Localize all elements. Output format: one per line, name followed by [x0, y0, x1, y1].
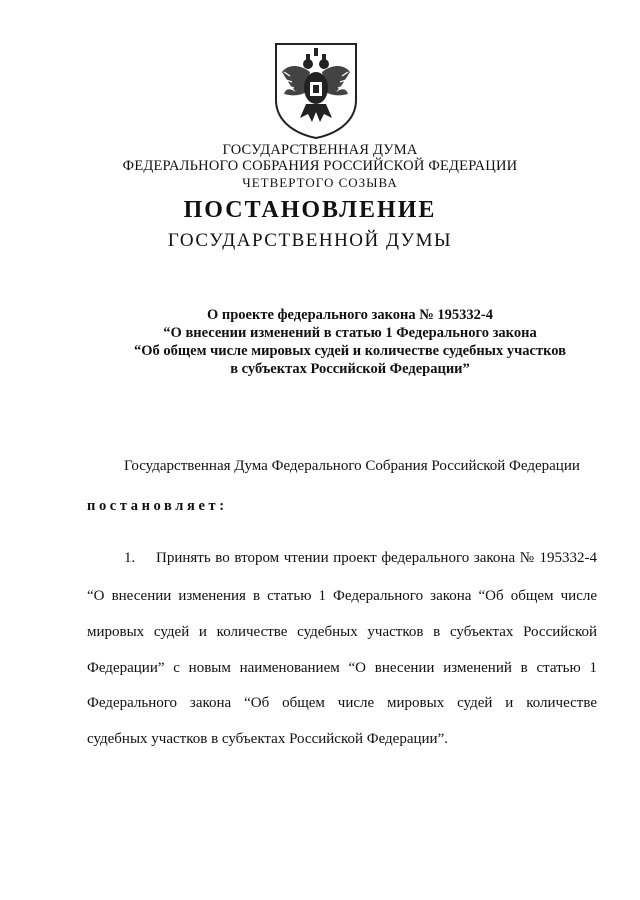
header-line-3: ЧЕТВЕРТОГО СОЗЫВА [242, 175, 398, 190]
item-line-3: мировых судей и количестве судебных участков в субъектах Российской [87, 624, 597, 640]
preamble-text: Государственная Дума Федерального Собрания Российской Федерации [124, 458, 580, 474]
resolves-text: постановляет: [87, 498, 228, 514]
russian-coat-of-arms-icon [270, 42, 362, 140]
header-line-1: ГОСУДАРСТВЕННАЯ ДУМА [222, 142, 418, 158]
item-line-6: судебных участков в субъектах Российской Федерации”. [87, 731, 448, 747]
subject-line-4: в субъектах Российской Федерации” [230, 361, 470, 377]
item-line-1: Принять во втором чтении проект федерального закона № 195332-4 [156, 550, 597, 566]
document-title: ПОСТАНОВЛЕНИЕ [183, 197, 437, 223]
item-number: 1. [124, 550, 136, 566]
header-line-2: ФЕДЕРАЛЬНОГО СОБРАНИЯ РОССИЙСКОЙ ФЕДЕРАЦИИ [122, 158, 518, 174]
item-line-2: “О внесении изменения в статью 1 Федерального закона “Об общем числе [87, 588, 597, 604]
subject-line-1: О проекте федерального закона № 195332-4 [206, 307, 494, 323]
item-line-5: Федерального закона “Об общем числе мировых судей и количестве [87, 695, 597, 711]
document-subtitle: ГОСУДАРСТВЕННОЙ ДУМЫ [167, 230, 453, 251]
subject-line-2: “О внесении изменений в статью 1 Федерального закона [163, 325, 537, 341]
item-line-4: Федерации” с новым наименованием “О внесении изменений в статью 1 [87, 660, 597, 676]
subject-line-3: “Об общем числе мировых судей и количестве судебных участков [134, 343, 566, 359]
